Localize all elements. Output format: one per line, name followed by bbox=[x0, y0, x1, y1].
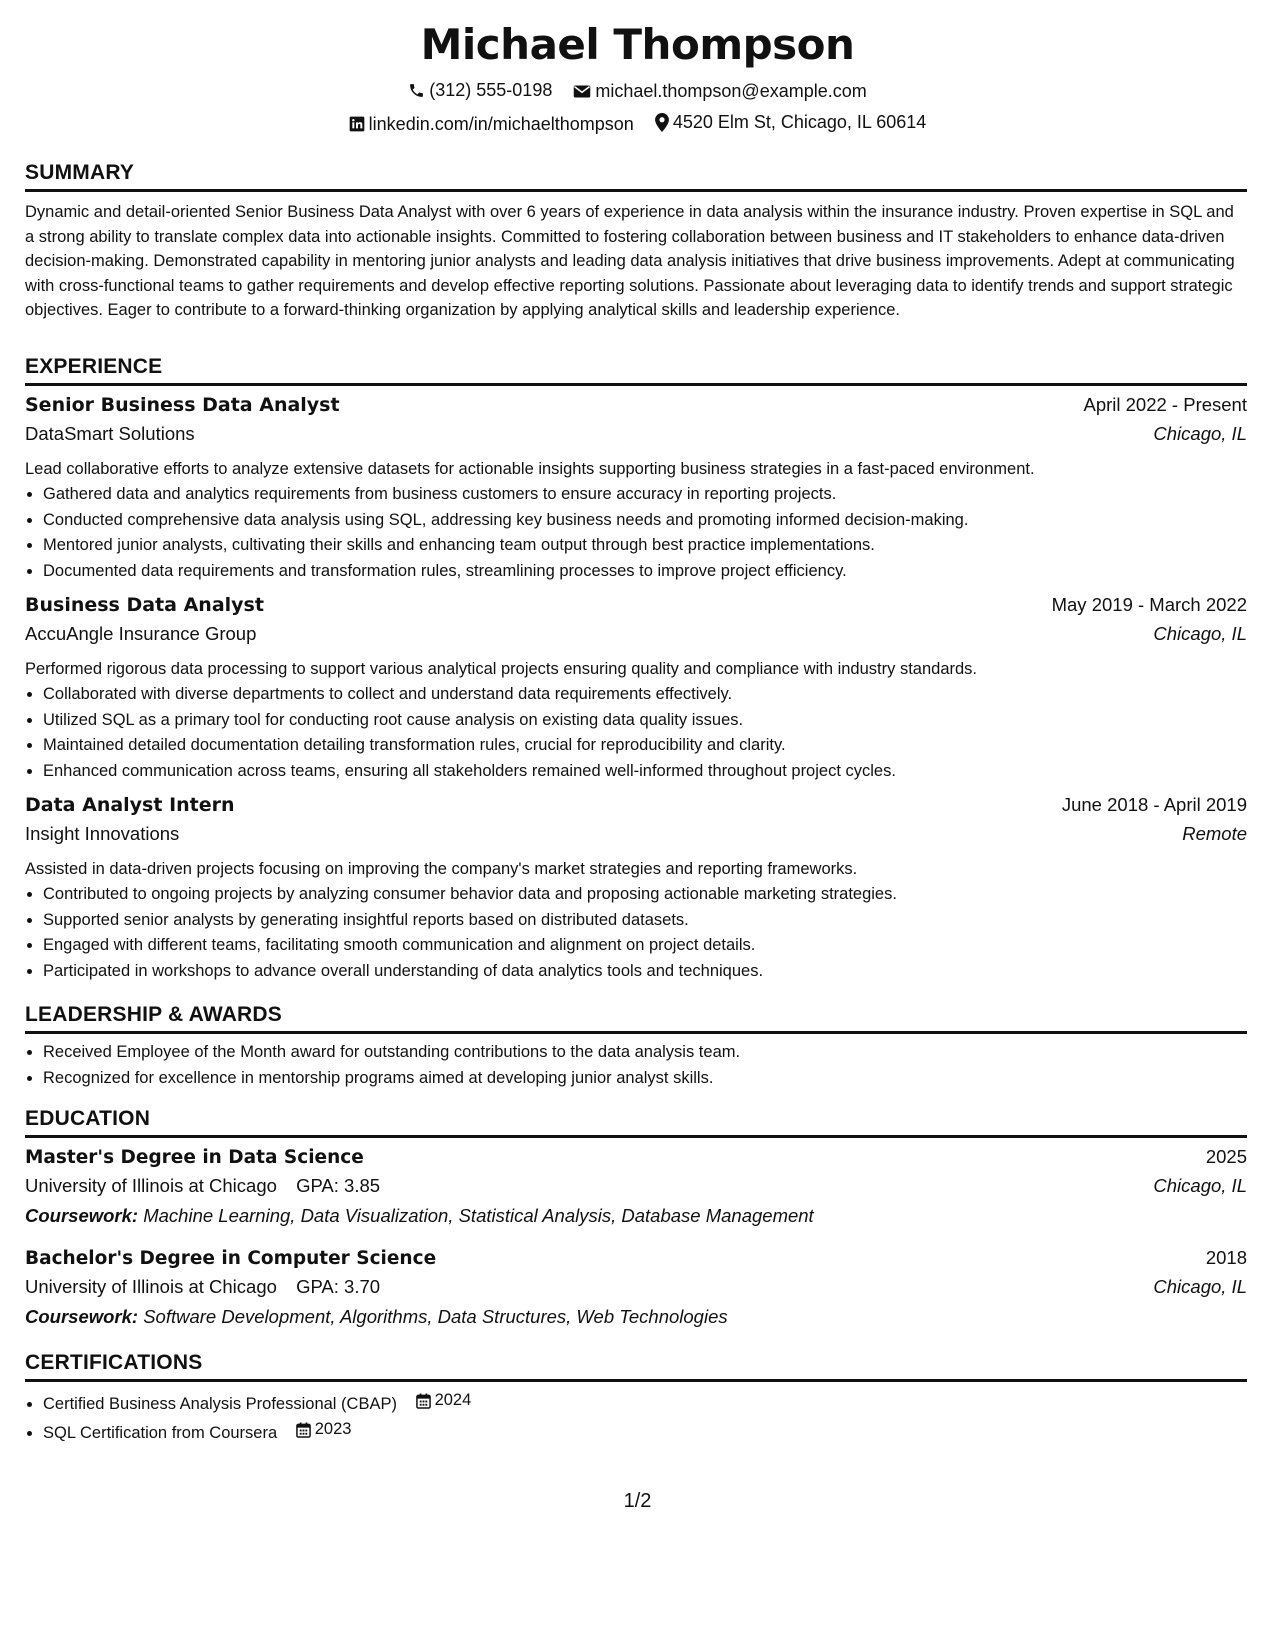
calendar-icon bbox=[416, 1393, 431, 1409]
job-location: Chicago, IL bbox=[1153, 423, 1247, 444]
linkedin-contact[interactable] bbox=[349, 114, 634, 135]
list-item: • Received Employee of the Month award for outstanding contributions to the data analysis team. bbox=[43, 1040, 1247, 1066]
coursework-line bbox=[25, 1306, 1247, 1336]
list-item: • Participated in workshops to advance overall understanding of data analytics tools and techniques. bbox=[43, 959, 1247, 985]
job-location: Remote bbox=[1182, 823, 1247, 844]
leadership-heading: LEADERSHIP & AWARDS bbox=[25, 1002, 1247, 1034]
job-company: Insight Innovations bbox=[25, 823, 180, 844]
experience-section bbox=[25, 354, 1247, 984]
education-entry bbox=[25, 1247, 1247, 1336]
job-dates: May 2019 - March 2022 bbox=[1051, 594, 1247, 615]
gpa: GPA: 3.85 bbox=[296, 1175, 381, 1196]
job-title: Data Analyst Intern bbox=[25, 794, 235, 816]
degree-year: 2025 bbox=[1205, 1146, 1247, 1167]
list-item: • Enhanced communication across teams, ensuring all stakeholders remained well-informed throughout project cycles. bbox=[43, 759, 1247, 785]
cert-year: 2024 bbox=[434, 1391, 472, 1409]
job-bullets bbox=[25, 882, 1247, 984]
calendar-icon bbox=[296, 1422, 311, 1438]
degree-title: Bachelor's Degree in Computer Science bbox=[25, 1248, 437, 1269]
job-entry bbox=[25, 394, 1247, 584]
certifications-heading: CERTIFICATIONS bbox=[25, 1350, 1247, 1382]
list-item bbox=[43, 1388, 1247, 1417]
certifications-list bbox=[25, 1388, 1247, 1447]
email-text[interactable]: michael.thompson@example.com bbox=[595, 81, 867, 101]
gpa: GPA: 3.70 bbox=[296, 1276, 381, 1297]
linkedin-icon bbox=[349, 116, 365, 132]
summary-heading: SUMMARY bbox=[25, 160, 1247, 192]
school-location: Chicago, IL bbox=[1153, 1175, 1247, 1196]
job-description: Performed rigorous data processing to support various analytical projects ensuring quality and compliance with industry standards. bbox=[25, 660, 977, 678]
envelope-icon bbox=[573, 84, 591, 99]
coursework-list: Software Development, Algorithms, Data Structures, Web Technologies bbox=[143, 1306, 728, 1327]
school-location: Chicago, IL bbox=[1153, 1276, 1247, 1297]
address-text: 4520 Elm St, Chicago, IL 60614 bbox=[672, 112, 927, 132]
education-section bbox=[25, 1106, 1247, 1336]
linkedin-text[interactable]: linkedin.com/in/michaelthompson bbox=[368, 113, 634, 134]
job-description: Assisted in data-driven projects focusing on improving the company's market strategies and reporting frameworks. bbox=[25, 860, 858, 878]
phone-text: (312) 555-0198 bbox=[429, 80, 553, 100]
phone-icon bbox=[408, 82, 425, 99]
leadership-list bbox=[25, 1040, 1247, 1091]
job-company: AccuAngle Insurance Group bbox=[25, 623, 257, 644]
list-item: • Collaborated with diverse departments to collect and understand data requirements effectively. bbox=[43, 682, 1247, 708]
list-item: • Supported senior analysts by generating insightful reports based on distributed datasets. bbox=[43, 908, 1247, 934]
list-item: • Contributed to ongoing projects by analyzing consumer behavior data and proposing actionable marketing strategies. bbox=[43, 882, 1247, 908]
coursework-label: Coursework: bbox=[25, 1306, 139, 1327]
job-bullets bbox=[25, 682, 1247, 784]
list-item: • Engaged with different teams, facilitating smooth communication and alignment on project details. bbox=[43, 933, 1247, 959]
summary-section bbox=[25, 160, 1247, 323]
contact-line-2 bbox=[0, 112, 1275, 137]
job-title: Senior Business Data Analyst bbox=[25, 394, 340, 416]
experience-heading: EXPERIENCE bbox=[25, 354, 1247, 386]
coursework-label: Coursework: bbox=[25, 1205, 139, 1226]
job-description: Lead collaborative efforts to analyze extensive datasets for actionable insights supporting business strategies in a fast-paced environment. bbox=[25, 460, 1035, 478]
phone-contact bbox=[408, 80, 552, 101]
job-entry bbox=[25, 794, 1247, 984]
job-dates: June 2018 - April 2019 bbox=[1061, 794, 1247, 815]
list-item: • Documented data requirements and transformation rules, streamlining processes to improve project efficiency. bbox=[43, 559, 1247, 585]
job-location: Chicago, IL bbox=[1153, 623, 1247, 644]
school-name: University of Illinois at Chicago bbox=[25, 1175, 277, 1196]
job-company: DataSmart Solutions bbox=[25, 423, 195, 444]
cert-name: SQL Certification from Coursera bbox=[43, 1424, 278, 1442]
coursework-line bbox=[25, 1205, 1247, 1235]
cert-name: Certified Business Analysis Professional (CBAP) bbox=[43, 1394, 397, 1413]
list-item: • Recognized for excellence in mentorship programs aimed at developing junior analyst skills. bbox=[43, 1066, 1247, 1092]
certifications-section bbox=[25, 1350, 1247, 1447]
degree-title: Master's Degree in Data Science bbox=[25, 1147, 364, 1168]
leadership-section bbox=[25, 1002, 1247, 1091]
job-dates: April 2022 - Present bbox=[1083, 394, 1247, 415]
list-item: • Mentored junior analysts, cultivating their skills and enhancing team output through best practice implementations. bbox=[43, 533, 1247, 559]
map-pin-icon bbox=[655, 113, 669, 132]
candidate-name: Michael Thompson bbox=[420, 20, 855, 69]
email-contact[interactable] bbox=[573, 81, 866, 102]
job-title: Business Data Analyst bbox=[25, 594, 264, 616]
contact-line-1 bbox=[0, 80, 1275, 104]
list-item bbox=[43, 1417, 1247, 1446]
list-item: • Utilized SQL as a primary tool for conducting root cause analysis on existing data quality issues. bbox=[43, 708, 1247, 734]
education-heading: EDUCATION bbox=[25, 1106, 1247, 1138]
summary-text: Dynamic and detail-oriented Senior Business Data Analyst with over 6 years of experience in data analysis within the insurance industry. Proven expertise in SQL and a strong ability to translate complex data into actionable insights. Committed to fostering collaboration between business and IT stakeholders to enhance data-driven decision-making. Demonstrated capability in mentoring junior analysts and leading data analysis initiatives that drive business improvements. Adept at communicating with cross-functional teams to gather requirements and develop effective reporting solutions. Passionate about leveraging data to identify trends and support strategic objectives. Eager to contribute to a forward-thinking organization by applying analytical skills and leadership experience. bbox=[25, 203, 1235, 319]
job-bullets bbox=[25, 482, 1247, 584]
school-name: University of Illinois at Chicago bbox=[25, 1276, 277, 1297]
education-entry bbox=[25, 1146, 1247, 1235]
coursework-list: Machine Learning, Data Visualization, Statistical Analysis, Database Management bbox=[143, 1205, 814, 1226]
degree-year: 2018 bbox=[1205, 1247, 1247, 1268]
job-entry bbox=[25, 594, 1247, 784]
list-item: • Maintained detailed documentation detailing transformation rules, crucial for reproducibility and clarity. bbox=[43, 733, 1247, 759]
list-item: • Conducted comprehensive data analysis using SQL, addressing key business needs and promoting informed decision-making. bbox=[43, 508, 1247, 534]
cert-year: 2023 bbox=[314, 1420, 352, 1439]
list-item: • Gathered data and analytics requirements from business customers to ensure accuracy in reporting projects. bbox=[43, 482, 1247, 508]
page-number: 1/2 bbox=[623, 1490, 652, 1512]
address-contact bbox=[655, 112, 927, 133]
